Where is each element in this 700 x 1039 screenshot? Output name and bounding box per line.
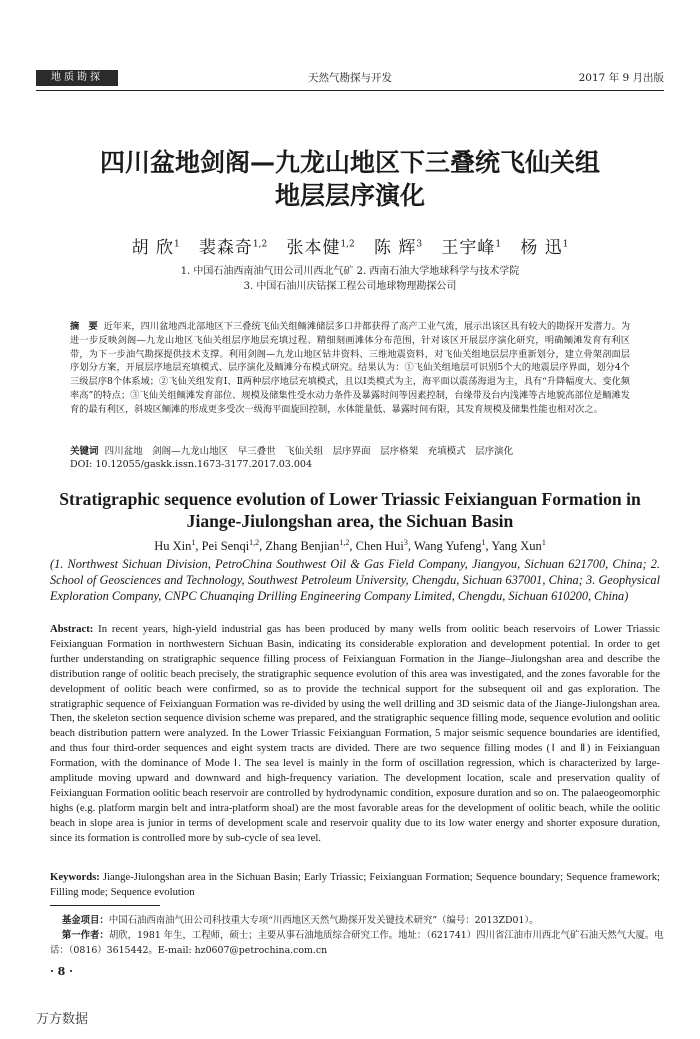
english-title: Stratigraphic sequence evolution of Lower Triassic Feixianguan Formation in Jiange-Jiulongshan area, the Sichuan Basin bbox=[59, 489, 641, 531]
chinese-abstract bbox=[70, 320, 630, 417]
author-name: Wang Yufeng bbox=[413, 539, 482, 554]
author-name: Yang Xun bbox=[491, 539, 542, 554]
footnote-divider bbox=[50, 905, 160, 906]
wanfang-watermark: 万方数据 bbox=[36, 1012, 89, 1027]
english-abstract bbox=[50, 622, 660, 846]
author-name: Chen Hui bbox=[355, 539, 404, 554]
author-name: 陈 辉 bbox=[374, 238, 417, 258]
author-name: 王宇峰 bbox=[441, 238, 496, 258]
section-tag: 地质勘探 bbox=[36, 70, 118, 86]
english-abstract-label: Abstract: bbox=[50, 623, 94, 635]
chinese-affiliation-line-1: 1. 中国石油西南油气田公司川西北气矿 2. 西南石油大学地球科学与技术学院 bbox=[180, 266, 520, 277]
author-name: 张本健 bbox=[286, 238, 341, 258]
fund-label: 基金项目： bbox=[61, 915, 109, 926]
chinese-keywords-text: 四川盆地 剑阁—九龙山地区 早三叠世 飞仙关组 层序界面 层序格架 充填模式 层序演化 bbox=[104, 446, 514, 457]
running-header bbox=[36, 70, 664, 86]
author-name: Pei Senqi bbox=[201, 539, 250, 554]
chinese-abstract-text: 近年来，四川盆地西北部地区下三叠统飞仙关组鲕滩储层多口井都获得了高产工业气流，展示出该区具有较大的勘探开发潜力。为进一步反映剑阁—九龙山地区飞仙关组层序地层充填过程、精细刻画滩体分布范围，针对该区开展层序演化研究，明确鲕滩发育有利区带，为下一步油气勘探提供技术支撑。利用剑阁—九龙山地区钻井资料、三维地震资料，对飞仙关组地层层序重新划分，建立骨架剖面层序划分方案，开展层序地层充填模式、层序演化及鲕滩分布模式研究。结果认为：①飞仙关组地层可识别5个大的地震层序界面，划分4个三级层序8个体系域；②飞仙关组发育Ⅰ、Ⅱ两种层序地层充填模式，且以Ⅰ类模式为主，海平面以震荡海退为主，具有“升降幅度大、变化频率高”的特点；③飞仙关组鲕滩发育部位、规模及储集性受水动力条件及暴露时间等因素控制，台缘带及台内浅滩等古地貌高部位是鲕滩发育的最有利区，斜坡区鲕滩的形成更多受次一级海平面旋回控制，水体能量低、暴露时间有限，其发育规模及储集性能也相对次之。 bbox=[70, 321, 631, 415]
fund-note bbox=[50, 913, 664, 928]
english-keywords bbox=[50, 870, 660, 900]
header-divider bbox=[36, 90, 664, 91]
english-affiliations: (1. Northwest Sichuan Division, PetroChina Southwest Oil & Gas Field Company, Jiangyou, Sichuan 621700, China; 2. School of Geosciences and Technology, Southwest Petroleum University, Chengdu, Sichuan 637001, China; 3. Geophysical Exploration Company, CNPC Chuanqing Drilling Engineering Company Limited, Chengdu, Sichuan 610200, China) bbox=[50, 557, 660, 603]
chinese-keywords-label: 关键词 bbox=[70, 446, 99, 457]
english-keywords-text: Jiange-Jiulongshan area in the Sichuan Basin; Early Triassic; Feixianguan Formation; Sequence boundary; Sequence framework; Filling mode; Sequence evolution bbox=[50, 871, 661, 898]
first-author-text: 胡欣，1981 年生，工程师，硕士；主要从事石油地质综合研究工作。地址：（621741）四川省江油市川西北气矿石油天然气大厦。电话：（0816）3615442。E-mail: hz0607@petrochina.com.cn bbox=[50, 930, 664, 956]
page-number: · 8 · bbox=[50, 965, 73, 978]
chinese-title bbox=[60, 146, 640, 212]
author-name: 胡 欣 bbox=[131, 238, 174, 258]
chinese-abstract-label: 摘 要 bbox=[70, 321, 98, 332]
fund-text: 中国石油西南油气田公司科技重大专项“川西地区天然气勘探开发关键技术研究”（编号：2013ZD01）。 bbox=[108, 915, 539, 926]
chinese-authors: 胡 欣$^1$ 裴森奇$^{1,2}$ 张本健$^{1,2}$ 陈 辉$^3$ 王宇峰$^1$ 杨 迅$^1$ bbox=[131, 238, 569, 258]
first-author-label: 第一作者： bbox=[61, 930, 109, 941]
doi: DOI: 10.12055/gaskk.issn.1673-3177.2017.03.004 bbox=[70, 459, 313, 470]
chinese-title-line-1: 四川盆地剑阁—九龙山地区下三叠统飞仙关组 bbox=[99, 148, 600, 177]
issue-date: 2017 年 9 月出版 bbox=[578, 72, 664, 84]
footnote bbox=[50, 913, 664, 958]
chinese-title-line-2: 地层层序演化 bbox=[274, 181, 425, 210]
author-name: Hu Xin bbox=[154, 539, 192, 554]
english-abstract-text: In recent years, high-yield industrial gas has been produced by many wells from oolitic beach reservoirs of Lower Triassic Feixianguan Formation in northwestern Sichuan Basin, indicating its considerable exploration and development potential. In order to get further understanding on stratigraphic sequence filling process of Feixianguan Formation in the Jiange–Jiulongshan area and describe the distribution range of oolitic beach precisely, the stratigraphic sequence evolution of this area was investigated, and the zones favorable for the development of oolitic beach were confirmed, so as to provide the technical support for the subsequent oil and gas exploration. The stratigraphic sequence of Feixianguan Formation was re-divided by using the well drilling and 3D seismic data of the Jiange-Jiulongshan area. Then, the skeleton section sequence division scheme was prepared, and the stratigraphic sequence filling mode, sequence evolution and oolitic beach distribution pattern were analyzed. In the Lower Triassic Feixianguan Formation, 5 major seismic sequence boundaries are identified, and thus four third-order sequences and eight system tracts are divided. There are two sequence filling modes (Ⅰ and Ⅱ) in Feixianguan Formation, with the dominance of Mode Ⅰ. The sea level is mainly in the form of oscillation regression, which is characterized by large-amplitude moving upward and downward and high-frequency variation. The development location, scale and preservation quality of Feixianguan Formation oolitic beach reservoir are controlled by hydrodynamic condition, exposure duration and so on. The palaeogeomorphic highs (e.g. platform margin belt and intra-platform shoal) are the most favorable areas for the development of oolitic beach, while the oolitic beach in slope area is junior in terms of development scale and reservoir quality due to its low water energy and shorter exposure duration, since its formation is controlled more by sub-cycle of sea level. bbox=[50, 623, 661, 844]
english-authors: Hu Xin$^1$, Pei Senqi$^{1,2}$, Zhang Benjian$^{1,2}$, Chen Hui$^3$, Wang Yufeng$^1$, Yang Xun$^1$ bbox=[154, 538, 546, 554]
author-name: 裴森奇 bbox=[198, 238, 253, 258]
first-author-note bbox=[50, 928, 664, 958]
chinese-affiliation-line-2: 3. 中国石油川庆钻探工程公司地球物理勘探公司 bbox=[243, 281, 457, 292]
journal-name: 天然气勘探与开发 bbox=[308, 72, 392, 84]
english-keywords-label: Keywords: bbox=[50, 871, 100, 883]
chinese-keywords bbox=[70, 445, 630, 458]
author-name: Zhang Benjian bbox=[265, 539, 340, 554]
author-name: 杨 迅 bbox=[520, 238, 563, 258]
